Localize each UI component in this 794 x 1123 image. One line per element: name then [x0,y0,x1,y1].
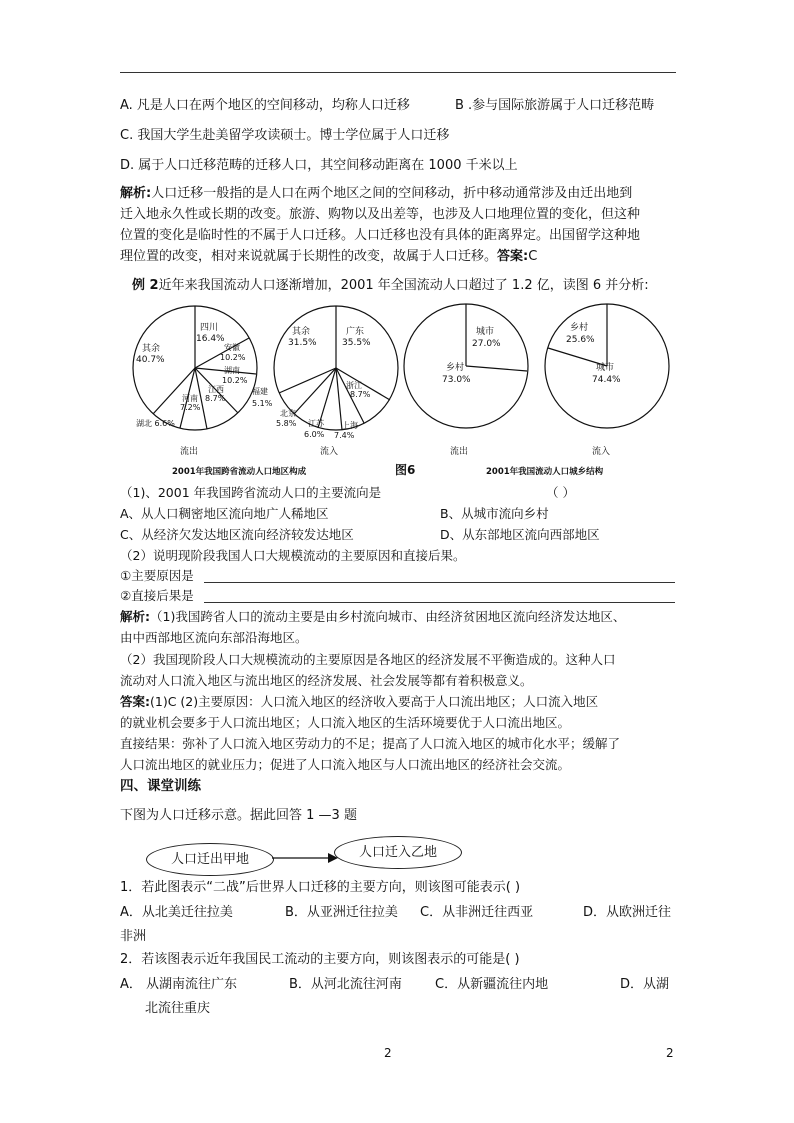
q2-result-blank[interactable] [204,602,675,603]
lbl-guangdong-v: 35.5% [342,338,371,348]
diagram-destination-node: 人口迁入乙地 [334,836,462,869]
figure-6 [120,296,680,480]
t1-option-d-cont: 非洲 [120,929,147,944]
q2-result-label: ②直接后果是 [120,588,194,603]
lbl-shanghai: 上海 [342,421,358,430]
q1-paren: （ ） [546,485,575,500]
q2-cause-blank[interactable] [204,582,675,583]
lbl-other1-v: 40.7% [136,355,165,365]
lbl-henan: 河南 [182,394,198,403]
section-title: 四、课堂训练 [120,778,201,794]
t2-option-b: B．从河北流往河南 [289,977,402,992]
choice-a: A. 凡是人口在两个地区的空间移动，均称人口迁移 [120,98,410,113]
t1-stem: 1．若此图表示“二战”后世界人口迁移的主要方向，则该图可能表示( ) [120,880,521,895]
t2-option-d-cont: 北流往重庆 [145,1001,211,1016]
lbl-anhui: 安徽 [224,343,240,352]
example2-label: 例 2 [132,278,159,293]
t2-option-d: D．从湖 [620,977,670,992]
lbl-hunan-v: 10.2% [222,376,248,385]
lbl-other2-v: 31.5% [288,338,317,348]
lbl-hunan: 湖南 [224,366,240,375]
lbl-city1: 城市 [476,327,495,337]
analysis1-line4: 理位置的改变，相对来说就属于长期性的改变，故属于人口迁移。答案:C [120,249,538,264]
lbl-rural1: 乡村 [446,363,465,373]
lbl-other2: 其余 [292,327,311,337]
caption-right: 2001年我国流动人口城乡结构 [486,467,604,477]
lbl-zhejiang: 浙江 [346,381,362,390]
diagram-arrow [272,852,338,864]
lbl-in2: 流入 [592,447,611,457]
header-rule [120,72,676,73]
q1-stem: （1)、2001 年我国跨省流动人口的主要流向是 [120,485,382,500]
analysis1-line2: 迁入地永久性或长期的改变。旅游、购物以及出差等，也涉及人口地理位置的变化，但这种 [120,207,641,222]
t1-option-c: C．从非洲迁往西亚 [420,905,534,920]
answer2-line1: 答案:(1)C (2)主要原因：人口流入地区的经济收入要高于人口流出地区；人口流入地区 [120,694,599,709]
lbl-fujian: 福建 [252,387,268,396]
analysis1-line3: 位置的变化是临时性的不属于人口迁移。人口迁移也没有具体的距离界定。出国留学这种地 [120,228,641,243]
analysis2-line3: （2）我国现阶段人口大规模流动的主要原因是各地区的经济发展不平衡造成的。这种人口 [120,652,616,667]
intro-text: 下图为人口迁移示意。据此回答 1 —3 题 [120,808,357,823]
analysis2-line4: 流动对人口流入地区与流出地区的经济发展、社会发展等都有着积极意义。 [120,673,533,688]
q2-cause-label: ①主要原因是 [120,568,194,583]
lbl-out1: 流出 [180,447,199,457]
q1-option-a: A、从人口稠密地区流向地广人稀地区 [120,506,329,521]
example2-line: 例 2近年来我国流动人口逐渐增加，2001 年全国流动人口超过了 1.2 亿，读图 6 并分析: [132,278,649,293]
q1-option-c: C、从经济欠发达地区流向经济较发达地区 [120,527,354,542]
answer2-line4: 人口流出地区的就业压力；促进了人口流入地区与人口流出地区的经济社会交流。 [120,757,571,772]
lbl-hubei: 湖北 6.6% [136,419,175,428]
lbl-other1: 其余 [142,344,161,354]
lbl-rural1-v: 73.0% [442,375,471,385]
answer2-line2: 的就业机会要多于人口流出地区；人口流入地区的生活环境要优于人口流出地区。 [120,715,571,730]
answer2-label: 答案: [120,694,150,709]
caption-left: 2001年我国跨省流动人口地区构成 [172,467,307,477]
t2-option-a: A． 从湖南流往广东 [120,977,238,992]
lbl-shanghai-v: 7.4% [334,431,355,440]
lbl-city1-v: 27.0% [472,339,501,349]
lbl-anhui-v: 10.2% [220,353,246,362]
figure-number: 图6 [395,463,416,477]
lbl-rural2-v: 25.6% [566,335,595,345]
t2-stem: 2．若该图表示近年我国民工流动的主要方向，则该图表示的可能是( ) [120,952,520,967]
t1-option-d: D．从欧洲迁往 [583,905,672,920]
t1-option-a: A．从北美迁往拉美 [120,905,233,920]
analysis1-line1: 解析:人口迁移一般指的是人口在两个地区之间的空间移动，折中移动通常涉及由迁出地到 [120,186,633,201]
lbl-beijing: 北京 [280,409,296,418]
lbl-jiangsu: 江苏 [308,419,324,428]
lbl-fujian-v: 5.1% [252,399,273,408]
analysis2-line1: 解析:（1)我国跨省人口的流动主要是由乡村流向城市、由经济贫困地区流向经济发达地区、 [120,609,626,624]
analysis1-label: 解析: [120,186,152,201]
page-number-center: 2 [384,1046,392,1060]
choice-b: B .参与国际旅游属于人口迁移范畴 [455,98,655,113]
t1-option-b: B．从亚洲迁往拉美 [285,905,398,920]
q1-option-d: D、从东部地区流向西部地区 [440,527,600,542]
q1-option-b: B、从城市流向乡村 [440,506,549,521]
lbl-rural2: 乡村 [570,323,589,333]
answer1-value: C [528,249,538,264]
choice-c: C. 我国大学生赴美留学攻读硕士。博士学位属于人口迁移 [120,128,450,143]
lbl-sichuan: 四川 [200,323,219,333]
lbl-zhejiang-v: 8.7% [350,390,371,399]
lbl-guangdong: 广东 [346,327,365,337]
lbl-jiangxi: 江西 [208,385,224,394]
q2-stem: （2）说明现阶段我国人口大规模流动的主要原因和直接后果。 [120,548,466,563]
analysis2-label: 解析: [120,609,150,624]
lbl-henan-v: 7.2% [180,403,201,412]
choice-d: D. 属于人口迁移范畴的迁移人口，其空间移动距离在 1000 千米以上 [120,158,518,173]
lbl-jiangsu-v: 6.0% [304,430,325,439]
lbl-beijing-v: 5.8% [276,419,297,428]
lbl-jiangxi-v: 8.7% [205,394,226,403]
lbl-in1: 流入 [320,447,339,457]
diagram-origin-node: 人口迁出甲地 [146,843,274,876]
analysis2-line2: 由中西部地区流向东部沿海地区。 [120,630,308,645]
answer1-label: 答案: [497,249,529,264]
lbl-city2-v: 74.4% [592,375,621,385]
page-number-right: 2 [666,1046,674,1060]
t2-option-c: C．从新疆流往内地 [435,977,549,992]
answer2-line3: 直接结果：弥补了人口流入地区劳动力的不足；提高了人口流入地区的城市化水平；缓解了 [120,736,621,751]
lbl-city2: 城市 [596,363,615,373]
lbl-sichuan-v: 16.4% [196,334,225,344]
lbl-out2: 流出 [450,447,469,457]
